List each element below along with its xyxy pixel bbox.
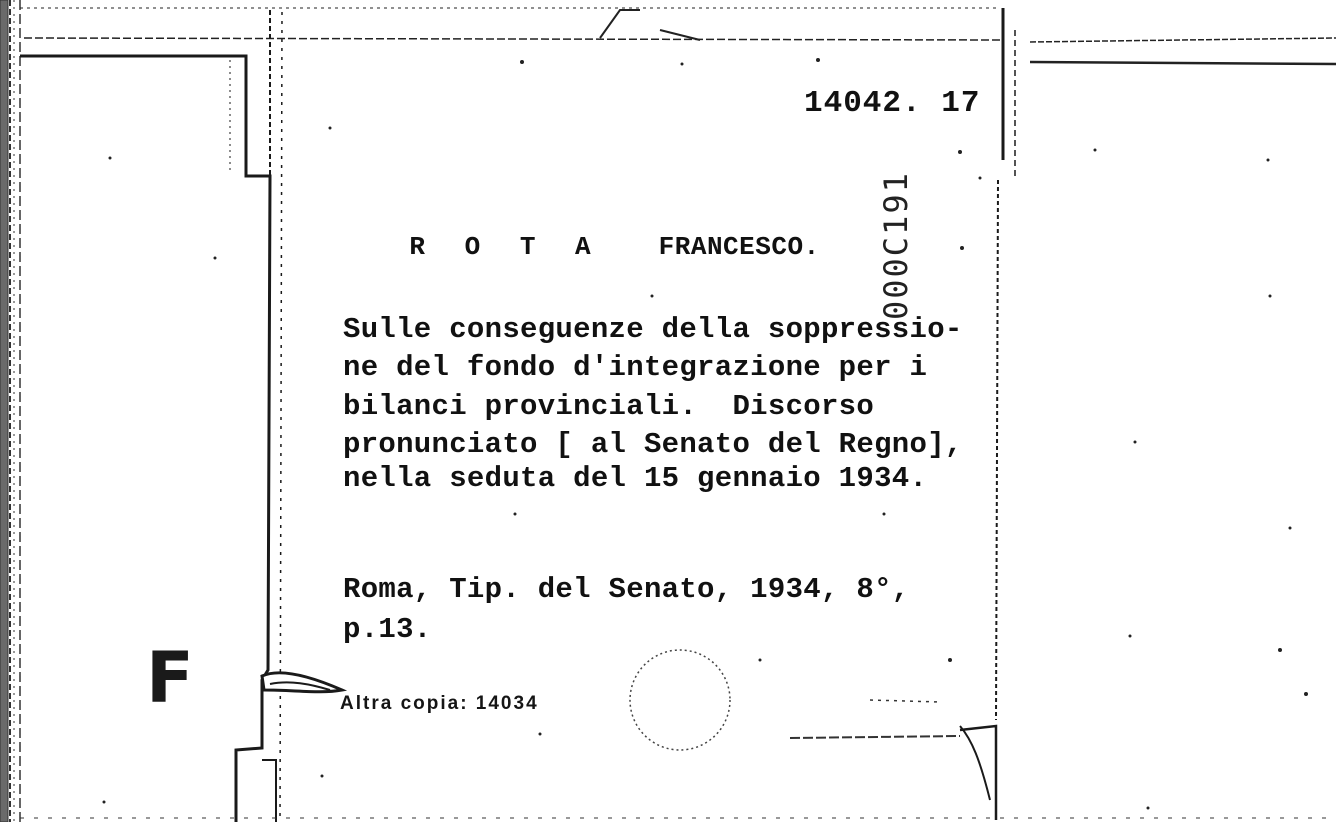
inventory-stamp-number: 000C191 [877, 171, 915, 320]
author-heading [345, 202, 820, 292]
card-right-edge [960, 8, 1015, 820]
other-copy-note: Altra copia: 14034 [340, 693, 539, 714]
imprint-line: Roma, Tip. del Senato, 1934, 8°, [343, 573, 910, 606]
title-line: bilanci provinciali. Discorso [343, 390, 875, 423]
call-number: 14042. 17 [804, 86, 981, 121]
imprint-line: p.13. [343, 613, 432, 646]
bottom-edge-lines [20, 700, 1336, 818]
title-line: ne del fondo d'integrazione per i [343, 351, 928, 384]
left-edge-noise [0, 0, 20, 822]
author-surname: R O T A [409, 232, 603, 262]
title-line: nella seduta del 15 gennaio 1934. [343, 462, 928, 495]
title-line: pronunciato [ al Senato del Regno], [343, 428, 963, 461]
divider-flag [262, 673, 342, 692]
divider-tab-letter: F [146, 637, 195, 719]
author-given-name: FRANCESCO. [658, 232, 820, 262]
title-line: Sulle conseguenze della soppressio- [343, 313, 963, 346]
faint-circle-stamp [630, 650, 730, 750]
